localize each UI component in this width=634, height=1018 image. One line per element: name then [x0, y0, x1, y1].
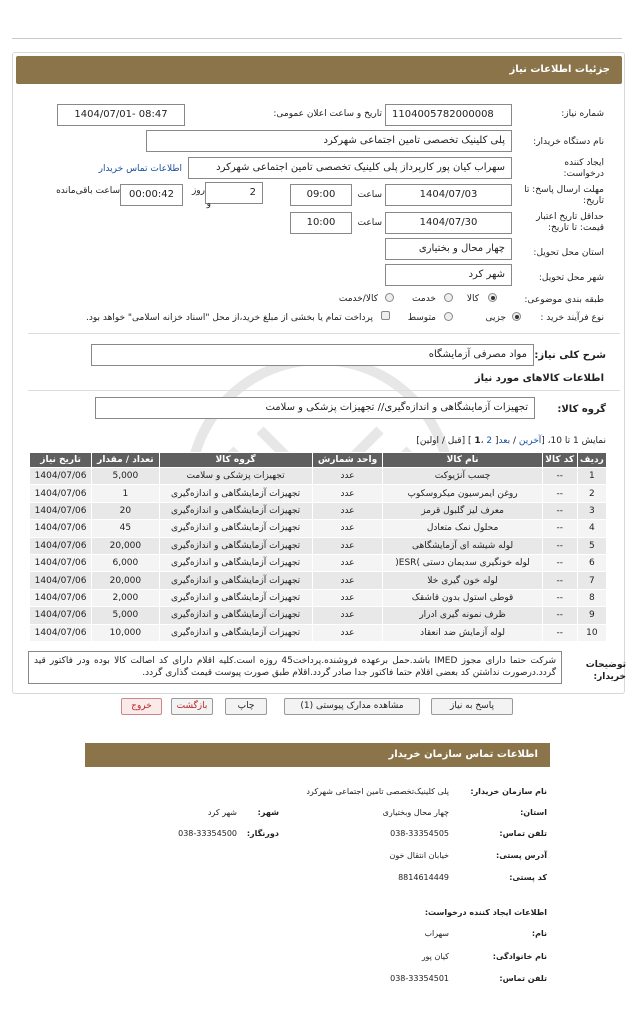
- family-label: نام خانوادگی:: [492, 952, 547, 961]
- city-label: شهر محل تحویل:: [538, 273, 604, 283]
- table-row[interactable]: [30, 554, 607, 571]
- days-label: روز: [191, 186, 205, 196]
- contact-header: [85, 743, 550, 767]
- pagination-tail: ] [قبل / اولین]: [416, 436, 472, 446]
- reply-button[interactable]: پاسخ به نیاز: [431, 698, 513, 715]
- goods-group-label: گروه کالا:: [557, 404, 606, 415]
- table-cell: 1404/07/06: [30, 607, 92, 624]
- table-cell: 5: [577, 537, 606, 554]
- table-cell: عدد: [312, 589, 383, 606]
- table-cell: عدد: [312, 485, 383, 502]
- name-label: نام:: [531, 929, 547, 938]
- table-cell: روغن ایمرسیون میکروسکوپ: [383, 485, 542, 502]
- need-number-field[interactable]: 1104005782000008: [385, 104, 512, 126]
- table-row[interactable]: [30, 624, 607, 641]
- city-label-2: شهر:: [257, 808, 279, 817]
- province-value-2: چهار محال وبختیاری: [382, 808, 449, 817]
- category-goods-service-label: کالا/خدمت: [338, 294, 378, 304]
- table-cell: لوله خونگیری سدیمان دستی )ESR(: [383, 554, 542, 571]
- table-header-row: [30, 453, 607, 468]
- category-service-label: خدمت: [412, 294, 436, 304]
- pagination-show: نمایش 1 تا 10، [: [541, 436, 606, 446]
- table-cell: عدد: [312, 502, 383, 519]
- table-cell: --: [542, 607, 577, 624]
- page-title: جزئیات اطلاعات نیاز: [509, 64, 610, 75]
- pagination-next[interactable]: بعد: [498, 436, 511, 446]
- table-row[interactable]: [30, 572, 607, 589]
- exit-button[interactable]: خروج: [121, 698, 162, 715]
- phone-value: 038-33354505: [390, 829, 449, 838]
- contact-title: اطلاعات تماس سازمان خریدار: [388, 749, 538, 760]
- table-cell: 10,000: [92, 624, 159, 641]
- table-row[interactable]: [30, 537, 607, 554]
- table-cell: 4: [577, 520, 606, 537]
- table-row[interactable]: [30, 485, 607, 502]
- phone-label: تلفن تماس:: [499, 829, 547, 838]
- name-value: سهراب: [424, 929, 449, 938]
- and-label: و: [206, 199, 211, 209]
- table-cell: --: [542, 537, 577, 554]
- table-cell: چسب آنژیوکت: [383, 468, 542, 485]
- pagination-sep: /: [510, 436, 519, 446]
- table-cell: لوله آزمایش ضد انعقاد: [383, 624, 542, 641]
- goods-group-field[interactable]: تجهیزات آزمایشگاهی و اندازه‌گیری// تجهیزات پزشکی و سلامت: [95, 397, 535, 419]
- process-partial-label: جزیی: [485, 313, 506, 323]
- table-cell: عدد: [312, 624, 383, 641]
- table-cell: لوله شیشه ای آزمایشگاهی: [383, 537, 542, 554]
- pagination-last[interactable]: آخرین: [518, 436, 542, 446]
- section-divider: [28, 333, 620, 334]
- table-cell: 1404/07/06: [30, 468, 92, 485]
- treasury-note: پرداخت تمام یا بخشی از مبلغ خرید،از محل "اسناد خزانه اسلامی" خواهد بود.: [85, 313, 373, 323]
- creator-label: ایجاد کننده درخواست:: [563, 158, 604, 179]
- table-cell: قوطی استول بدون قاشقک: [383, 589, 542, 606]
- category-goods-service-radio[interactable]: [385, 293, 394, 302]
- validity-time-field[interactable]: 10:00: [290, 212, 352, 234]
- table-cell: --: [542, 468, 577, 485]
- city-field[interactable]: شهر کرد: [385, 264, 512, 286]
- table-cell: 1: [577, 468, 606, 485]
- table-row[interactable]: [30, 520, 607, 537]
- table-header-cell: تعداد / مقدار: [92, 453, 159, 468]
- table-cell: عدد: [312, 537, 383, 554]
- table-row[interactable]: [30, 607, 607, 624]
- announce-label: تاریخ و ساعت اعلان عمومی:: [273, 109, 382, 119]
- fax-value: 038-33354500: [178, 829, 237, 838]
- table-cell: 1404/07/06: [30, 485, 92, 502]
- table-cell: 3: [577, 502, 606, 519]
- section-divider-2: [28, 390, 620, 391]
- table-body: [30, 468, 607, 642]
- table-cell: --: [542, 624, 577, 641]
- table-cell: تجهیزات آزمایشگاهی و اندازه‌گیری: [159, 537, 312, 554]
- address-label: آدرس پستی:: [496, 851, 547, 860]
- table-cell: تجهیزات آزمایشگاهی و اندازه‌گیری: [159, 520, 312, 537]
- table-cell: تجهیزات پزشکی و سلامت: [159, 468, 312, 485]
- table-cell: 1404/07/06: [30, 589, 92, 606]
- process-partial-radio[interactable]: [512, 312, 521, 321]
- table-cell: معرف لیز گلبول قرمز: [383, 502, 542, 519]
- table-cell: 20,000: [92, 537, 159, 554]
- remaining-label: ساعت باقی‌مانده: [56, 186, 120, 196]
- table-header-cell: واحد شمارش: [312, 453, 383, 468]
- table-cell: --: [542, 520, 577, 537]
- pagination-comma: ،: [480, 436, 487, 446]
- table-header-cell: کد کالا: [542, 453, 577, 468]
- table-cell: 8: [577, 589, 606, 606]
- table-header-cell: نام کالا: [383, 453, 542, 468]
- table-cell: 6: [577, 554, 606, 571]
- treasury-checkbox[interactable]: [381, 311, 390, 320]
- table-cell: 1404/07/06: [30, 537, 92, 554]
- table-cell: تجهیزات آزمایشگاهی و اندازه‌گیری: [159, 572, 312, 589]
- summary-field[interactable]: مواد مصرفی آزمایشگاه: [91, 344, 534, 366]
- need-number-label: شماره نیاز:: [561, 109, 604, 119]
- address-value: خیابان انتقال خون: [389, 851, 449, 860]
- table-cell: 10: [577, 624, 606, 641]
- attachments-button[interactable]: مشاهده مدارک پیوستی (1): [284, 698, 420, 715]
- buyer-label: نام دستگاه خریدار:: [533, 137, 604, 147]
- deadline-time-field[interactable]: 09:00: [290, 184, 352, 206]
- buyer-notes-label: توضیحات خریدار:: [585, 660, 626, 682]
- print-button[interactable]: چاپ: [225, 698, 267, 715]
- table-cell: ظرف نمونه گیری ادرار: [383, 607, 542, 624]
- deadline-time-label: ساعت: [357, 190, 382, 200]
- category-goods-label: کالا: [466, 294, 479, 304]
- table-cell: 9: [577, 607, 606, 624]
- process-label: نوع فرآیند خرید :: [540, 313, 604, 323]
- creator-info-title: اطلاعات ایجاد کننده درخواست:: [424, 908, 547, 917]
- table-header-cell: ردیف: [577, 453, 606, 468]
- table-header-cell: تاریخ نیاز: [30, 453, 92, 468]
- table-cell: لوله خون گیری خلا: [383, 572, 542, 589]
- table-cell: --: [542, 572, 577, 589]
- buyer-field[interactable]: پلی کلینیک تخصصی تامین اجتماعی شهرکرد: [146, 130, 512, 152]
- table-cell: 1404/07/06: [30, 554, 92, 571]
- process-medium-radio[interactable]: [444, 312, 453, 321]
- table-cell: تجهیزات آزمایشگاهی و اندازه‌گیری: [159, 502, 312, 519]
- back-button[interactable]: بازگشت: [171, 698, 213, 715]
- table-cell: 1404/07/06: [30, 502, 92, 519]
- announce-field[interactable]: 1404/07/01- 08:47: [57, 104, 185, 126]
- validity-label: حداقل تاریخ اعتبار قیمت: تا تاریخ:: [536, 212, 604, 233]
- table-cell: تجهیزات آزمایشگاهی و اندازه‌گیری: [159, 607, 312, 624]
- creator-phone-label: تلفن تماس:: [499, 974, 547, 983]
- page-header: [16, 56, 622, 84]
- table-cell: عدد: [312, 520, 383, 537]
- city-value-2: شهر کرد: [207, 808, 237, 817]
- province-label: استان محل تحویل:: [533, 248, 604, 258]
- org-label: نام سازمان خریدار:: [470, 787, 547, 796]
- table-cell: 5,000: [92, 468, 159, 485]
- table-cell: 5,000: [92, 607, 159, 624]
- province-field[interactable]: چهار محال و بختیاری: [385, 238, 512, 260]
- table-cell: 2: [577, 485, 606, 502]
- items-table: [29, 452, 607, 642]
- table-cell: عدد: [312, 607, 383, 624]
- validity-time-label: ساعت: [357, 218, 382, 228]
- table-cell: 2,000: [92, 589, 159, 606]
- table-cell: تجهیزات آزمایشگاهی و اندازه‌گیری: [159, 589, 312, 606]
- table-cell: تجهیزات آزمایشگاهی و اندازه‌گیری: [159, 624, 312, 641]
- remaining-time-field[interactable]: 00:00:42: [120, 184, 183, 206]
- table-cell: 1: [92, 485, 159, 502]
- family-value: کیان پور: [421, 952, 449, 961]
- table-row[interactable]: [30, 502, 607, 519]
- process-medium-label: متوسط: [407, 313, 436, 323]
- category-goods-radio[interactable]: [488, 293, 497, 302]
- pagination-bracket: [: [495, 436, 499, 446]
- table-row[interactable]: [30, 589, 607, 606]
- table-cell: --: [542, 502, 577, 519]
- days-field[interactable]: 2: [205, 182, 263, 204]
- deadline-label: مهلت ارسال پاسخ: تا تاریخ:: [524, 185, 604, 206]
- table-cell: 7: [577, 572, 606, 589]
- org-value: پلی کلینیک‌تخصصی تامین اجتماعی شهرکرد: [306, 787, 449, 796]
- pagination-page-2[interactable]: 2: [486, 436, 493, 446]
- table-cell: 1404/07/06: [30, 624, 92, 641]
- creator-phone-value: 038-33354501: [390, 974, 449, 983]
- table-cell: عدد: [312, 554, 383, 571]
- table-cell: --: [542, 485, 577, 502]
- table-cell: 1404/07/06: [30, 520, 92, 537]
- table-cell: --: [542, 554, 577, 571]
- table-cell: تجهیزات آزمایشگاهی و اندازه‌گیری: [159, 554, 312, 571]
- buyer-notes-box[interactable]: شرکت حتما دارای مجوز IMED باشد.حمل برعهده فروشنده.پرداخت45 روزه است.کلیه اقلام دارای کد اصالت کالا بوده ودر فاکتور قید گردد.درصورت نداشتن کد بعضی اقلام حتما فاکتور جدا صادر گردد.اقلام طبق صورت پیوست قیمت گذاری گردد.: [28, 651, 562, 684]
- province-label-2: استان:: [520, 808, 547, 817]
- goods-info-title: اطلاعات کالاهای مورد نیاز: [474, 373, 604, 384]
- top-divider: [12, 38, 622, 39]
- table-cell: عدد: [312, 468, 383, 485]
- table-cell: 20: [92, 502, 159, 519]
- table-cell: تجهیزات آزمایشگاهی و اندازه‌گیری: [159, 485, 312, 502]
- validity-date-field[interactable]: 1404/07/30: [385, 212, 512, 234]
- postal-value: 8814614449: [398, 873, 449, 882]
- table-cell: محلول نمک متعادل: [383, 520, 542, 537]
- table-cell: 45: [92, 520, 159, 537]
- contact-info-link[interactable]: اطلاعات تماس خریدار: [98, 164, 182, 174]
- fax-label: دورنگار:: [246, 829, 279, 838]
- pagination: [416, 436, 606, 446]
- table-cell: عدد: [312, 572, 383, 589]
- category-label: طبقه بندی موضوعی:: [524, 295, 604, 305]
- postal-label: کد پستی:: [509, 873, 547, 882]
- table-cell: 6,000: [92, 554, 159, 571]
- table-header-cell: گروه کالا: [159, 453, 312, 468]
- table-row[interactable]: [30, 468, 607, 485]
- deadline-date-field[interactable]: 1404/07/03: [385, 184, 512, 206]
- creator-field[interactable]: سهراب کیان پور کارپرداز پلی کلینیک تخصصی تامین اجتماعی شهرکرد: [188, 157, 512, 179]
- table-cell: --: [542, 589, 577, 606]
- summary-label: شرح کلی نیاز:: [534, 350, 606, 361]
- table-cell: 20,000: [92, 572, 159, 589]
- table-cell: 1404/07/06: [30, 572, 92, 589]
- category-service-radio[interactable]: [444, 293, 453, 302]
- pagination-page-1: 1: [474, 436, 481, 446]
